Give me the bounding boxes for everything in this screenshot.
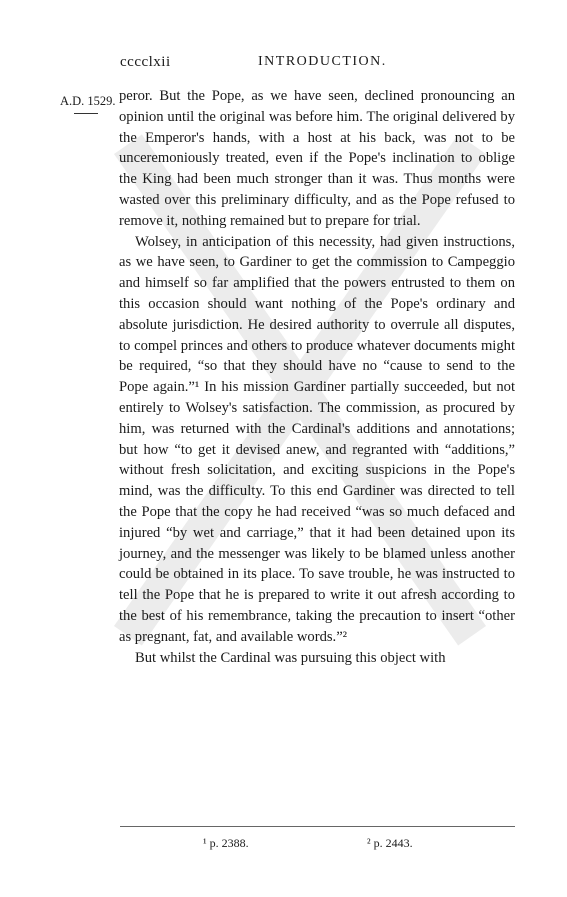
body-text	[119, 86, 515, 668]
folio: cccclxii	[120, 54, 171, 70]
margin-date: A.D. 1529.	[60, 94, 116, 108]
paragraph: But whilst the Cardinal was pursuing this object with	[135, 649, 446, 666]
footnote: ² p. 2443.	[367, 836, 413, 850]
footnote: ¹ p. 2388.	[203, 836, 249, 850]
running-title: INTRODUCTION.	[258, 54, 387, 69]
paragraph: peror. But the Pope, as we have seen, declined pronouncing an opinion until the original was before him. The original delivered by the Emperor's hands, with a host at his back, was not to be unceremoniously treated, even if the Pope's inclination to oblige the King had been much stronger than it was. Thus months were wasted over this preliminary difficulty, and as the Pope refused to remove it, nothing remained but to prepare for trial.	[119, 88, 515, 229]
paragraph: Wolsey, in anticipation of this necessity, had given instructions, as we have seen, to Gardiner to get the commission to Campeggio and himself so far amplified that the powers entrusted to them on this occasion should want nothing of the Pope's ordinary and absolute jurisdiction. He desired authority to overrule all disputes, to compel princes and others to produce whatever documents might be required, “so that they should have no “cause to send to the Pope again.”¹ In his mission Gardiner partially succeeded, but not entirely to Wolsey's satisfaction. The commission, as procured by him, was returned with the Cardinal's additions and annotations; but how “to get it devised anew, and regranted with “additions,” without fresh solicitation, and exciting suspicions in the Pope's mind, was the difficulty. To this end Gardiner was directed to tell the Pope that the copy he had received “was so much defaced and injured “by wet and carriage,” that it had been detained upon its journey, and the messenger was likely to be blamed unless another could be obtained in its place. To save trouble, he was instructed to tell the Pope that he is prepared to write it out afresh according to the best of his remembrance, taking the precaution to insert “other as pregnant, fat, and available words.”²	[119, 233, 515, 645]
footnote-rule	[120, 826, 515, 827]
page-header	[0, 54, 567, 74]
margin-rule	[74, 113, 98, 114]
